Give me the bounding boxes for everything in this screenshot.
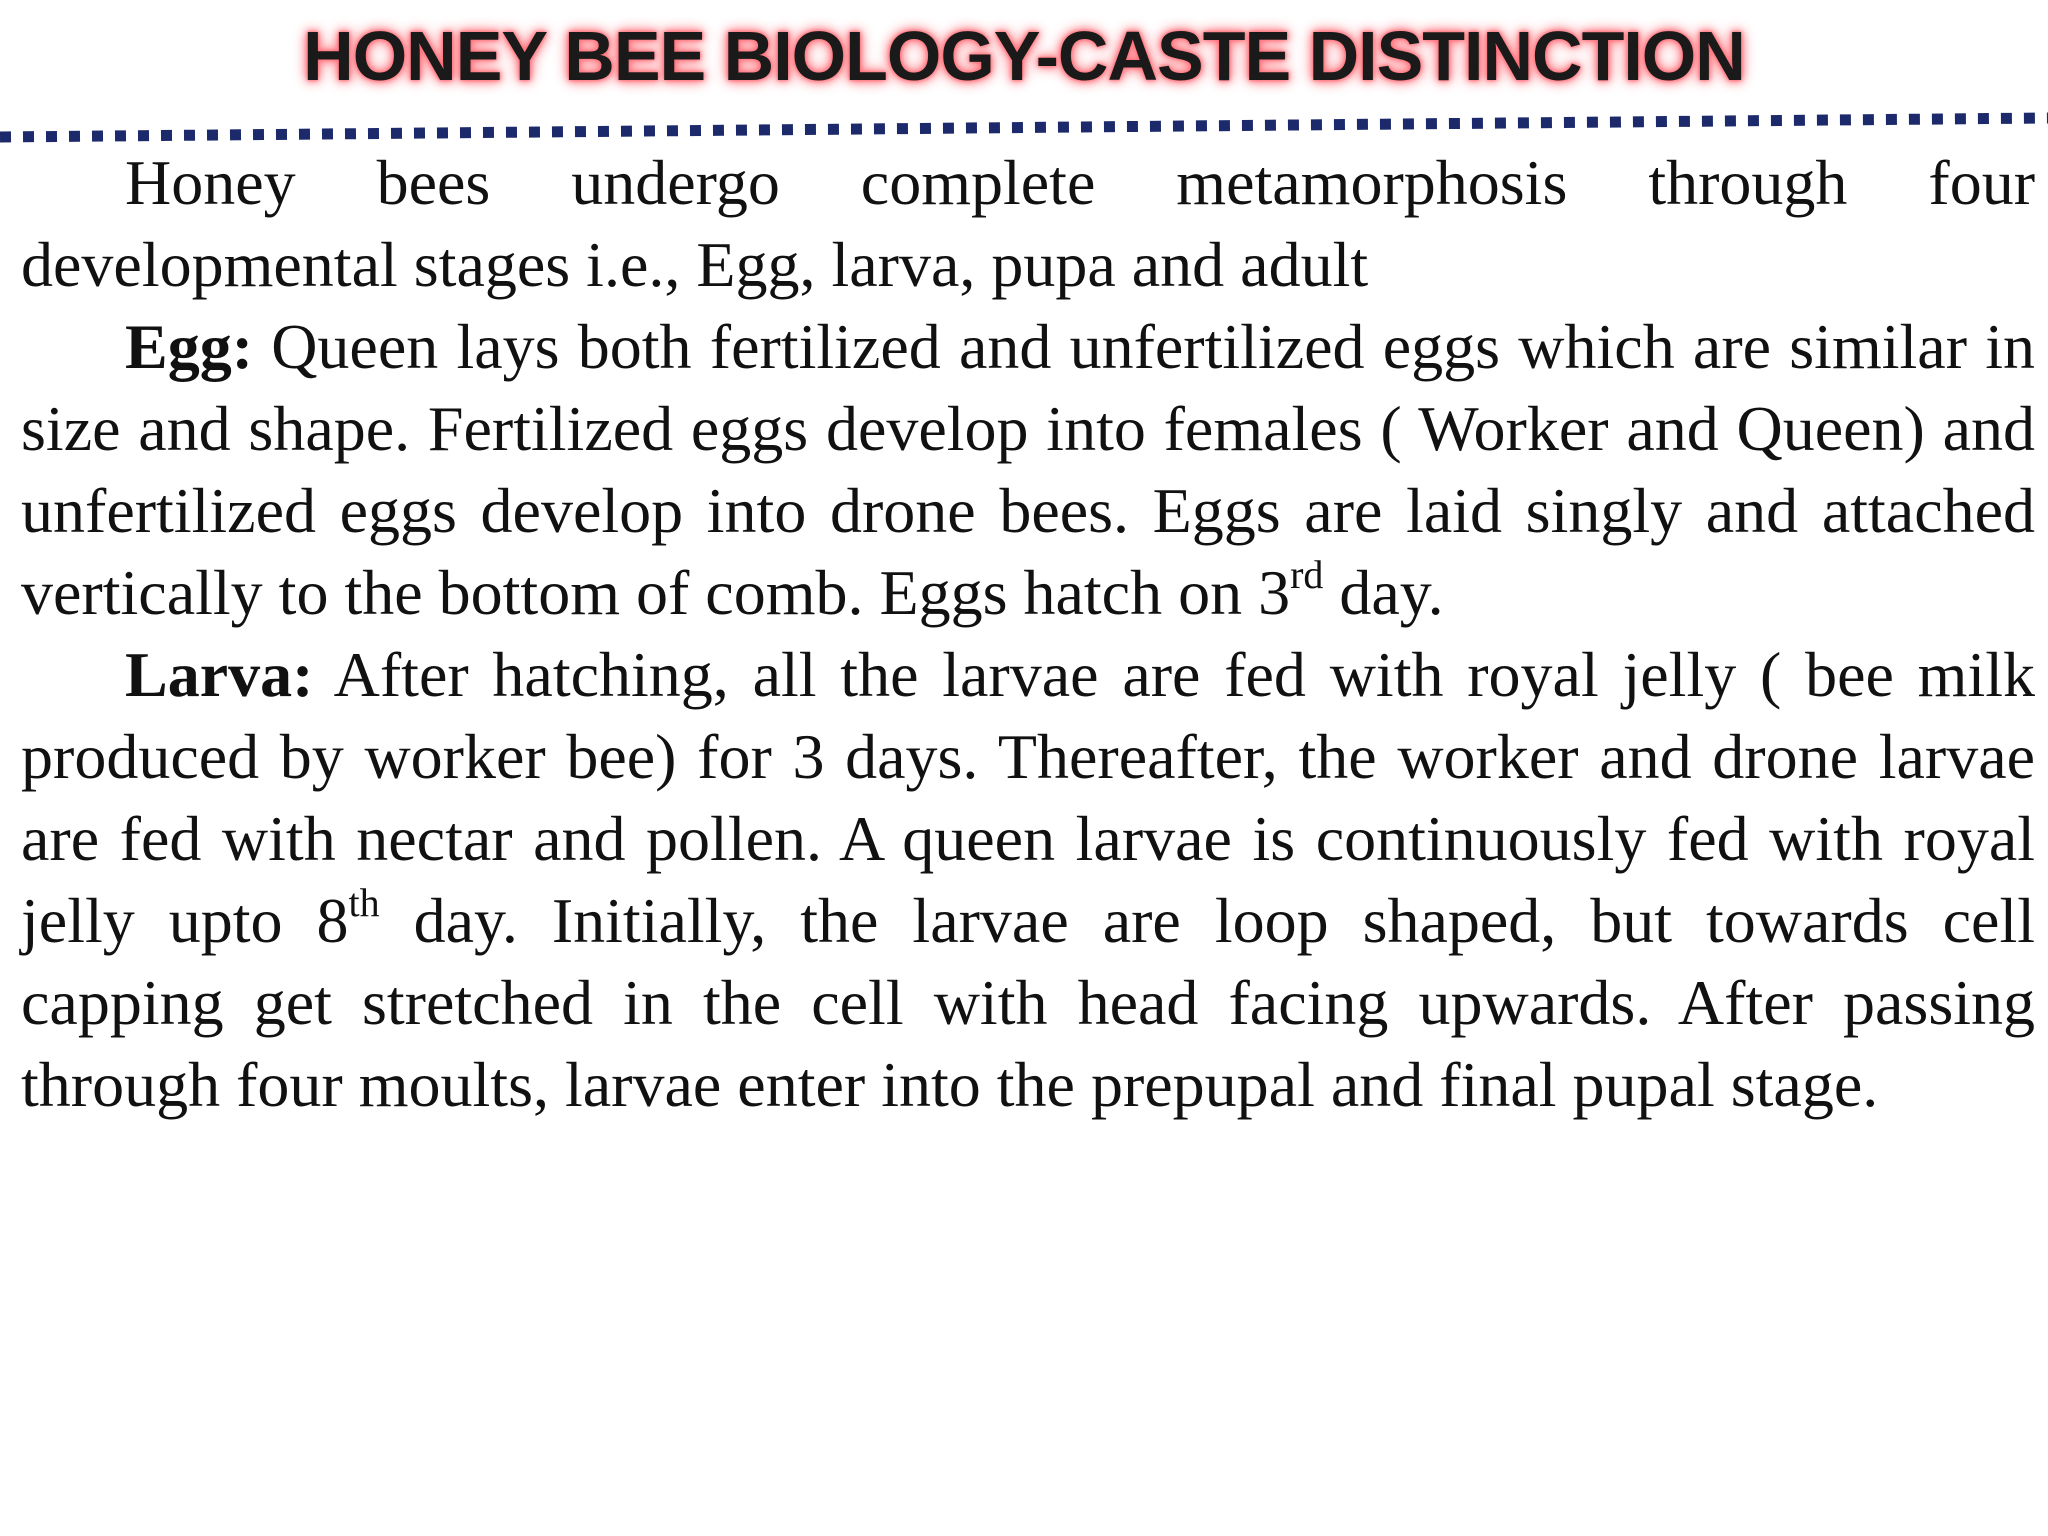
larva-paragraph (21, 634, 2035, 1126)
body-text (21, 142, 2035, 1126)
slide-title: HONEY BEE BIOLOGY-CASTE DISTINCTION (303, 17, 1745, 95)
intro-paragraph (21, 142, 2035, 306)
larva-text-end: day. Initially, the larvae are loop shaped, but towards cell capping get stretched in the cell with head facing upwards. After passing through four moults, larvae enter into the prepupal and final pupal stage. (21, 885, 2035, 1120)
divider-line (0, 118, 2048, 137)
egg-label: Egg: (125, 311, 253, 382)
egg-text-end: day. (1323, 557, 1444, 628)
egg-paragraph (21, 306, 2035, 634)
larva-text: After hatching, all the larvae are fed with royal jelly ( bee milk produced by worker bee) for 3 days. Thereafter, the worker and drone larvae are fed with nectar and pollen. A queen larvae is continuously fed with royal jelly upto 8 (21, 639, 2035, 956)
larva-label: Larva: (125, 639, 314, 710)
larva-superscript: th (348, 880, 380, 925)
dotted-divider (0, 110, 2048, 146)
intro-text: Honey bees undergo complete metamorphosis through four developmental stages i.e., Egg, larva, pupa and adult (21, 147, 2035, 300)
egg-superscript: rd (1290, 552, 1324, 597)
egg-text: Queen lays both fertilized and unfertilized eggs which are similar in size and shape. Fertilized eggs develop into females ( Worker and Queen) and unfertilized eggs develop into drone bees. Eggs are laid singly and attached vertically to the bottom of comb. Eggs hatch on 3 (21, 311, 2035, 628)
